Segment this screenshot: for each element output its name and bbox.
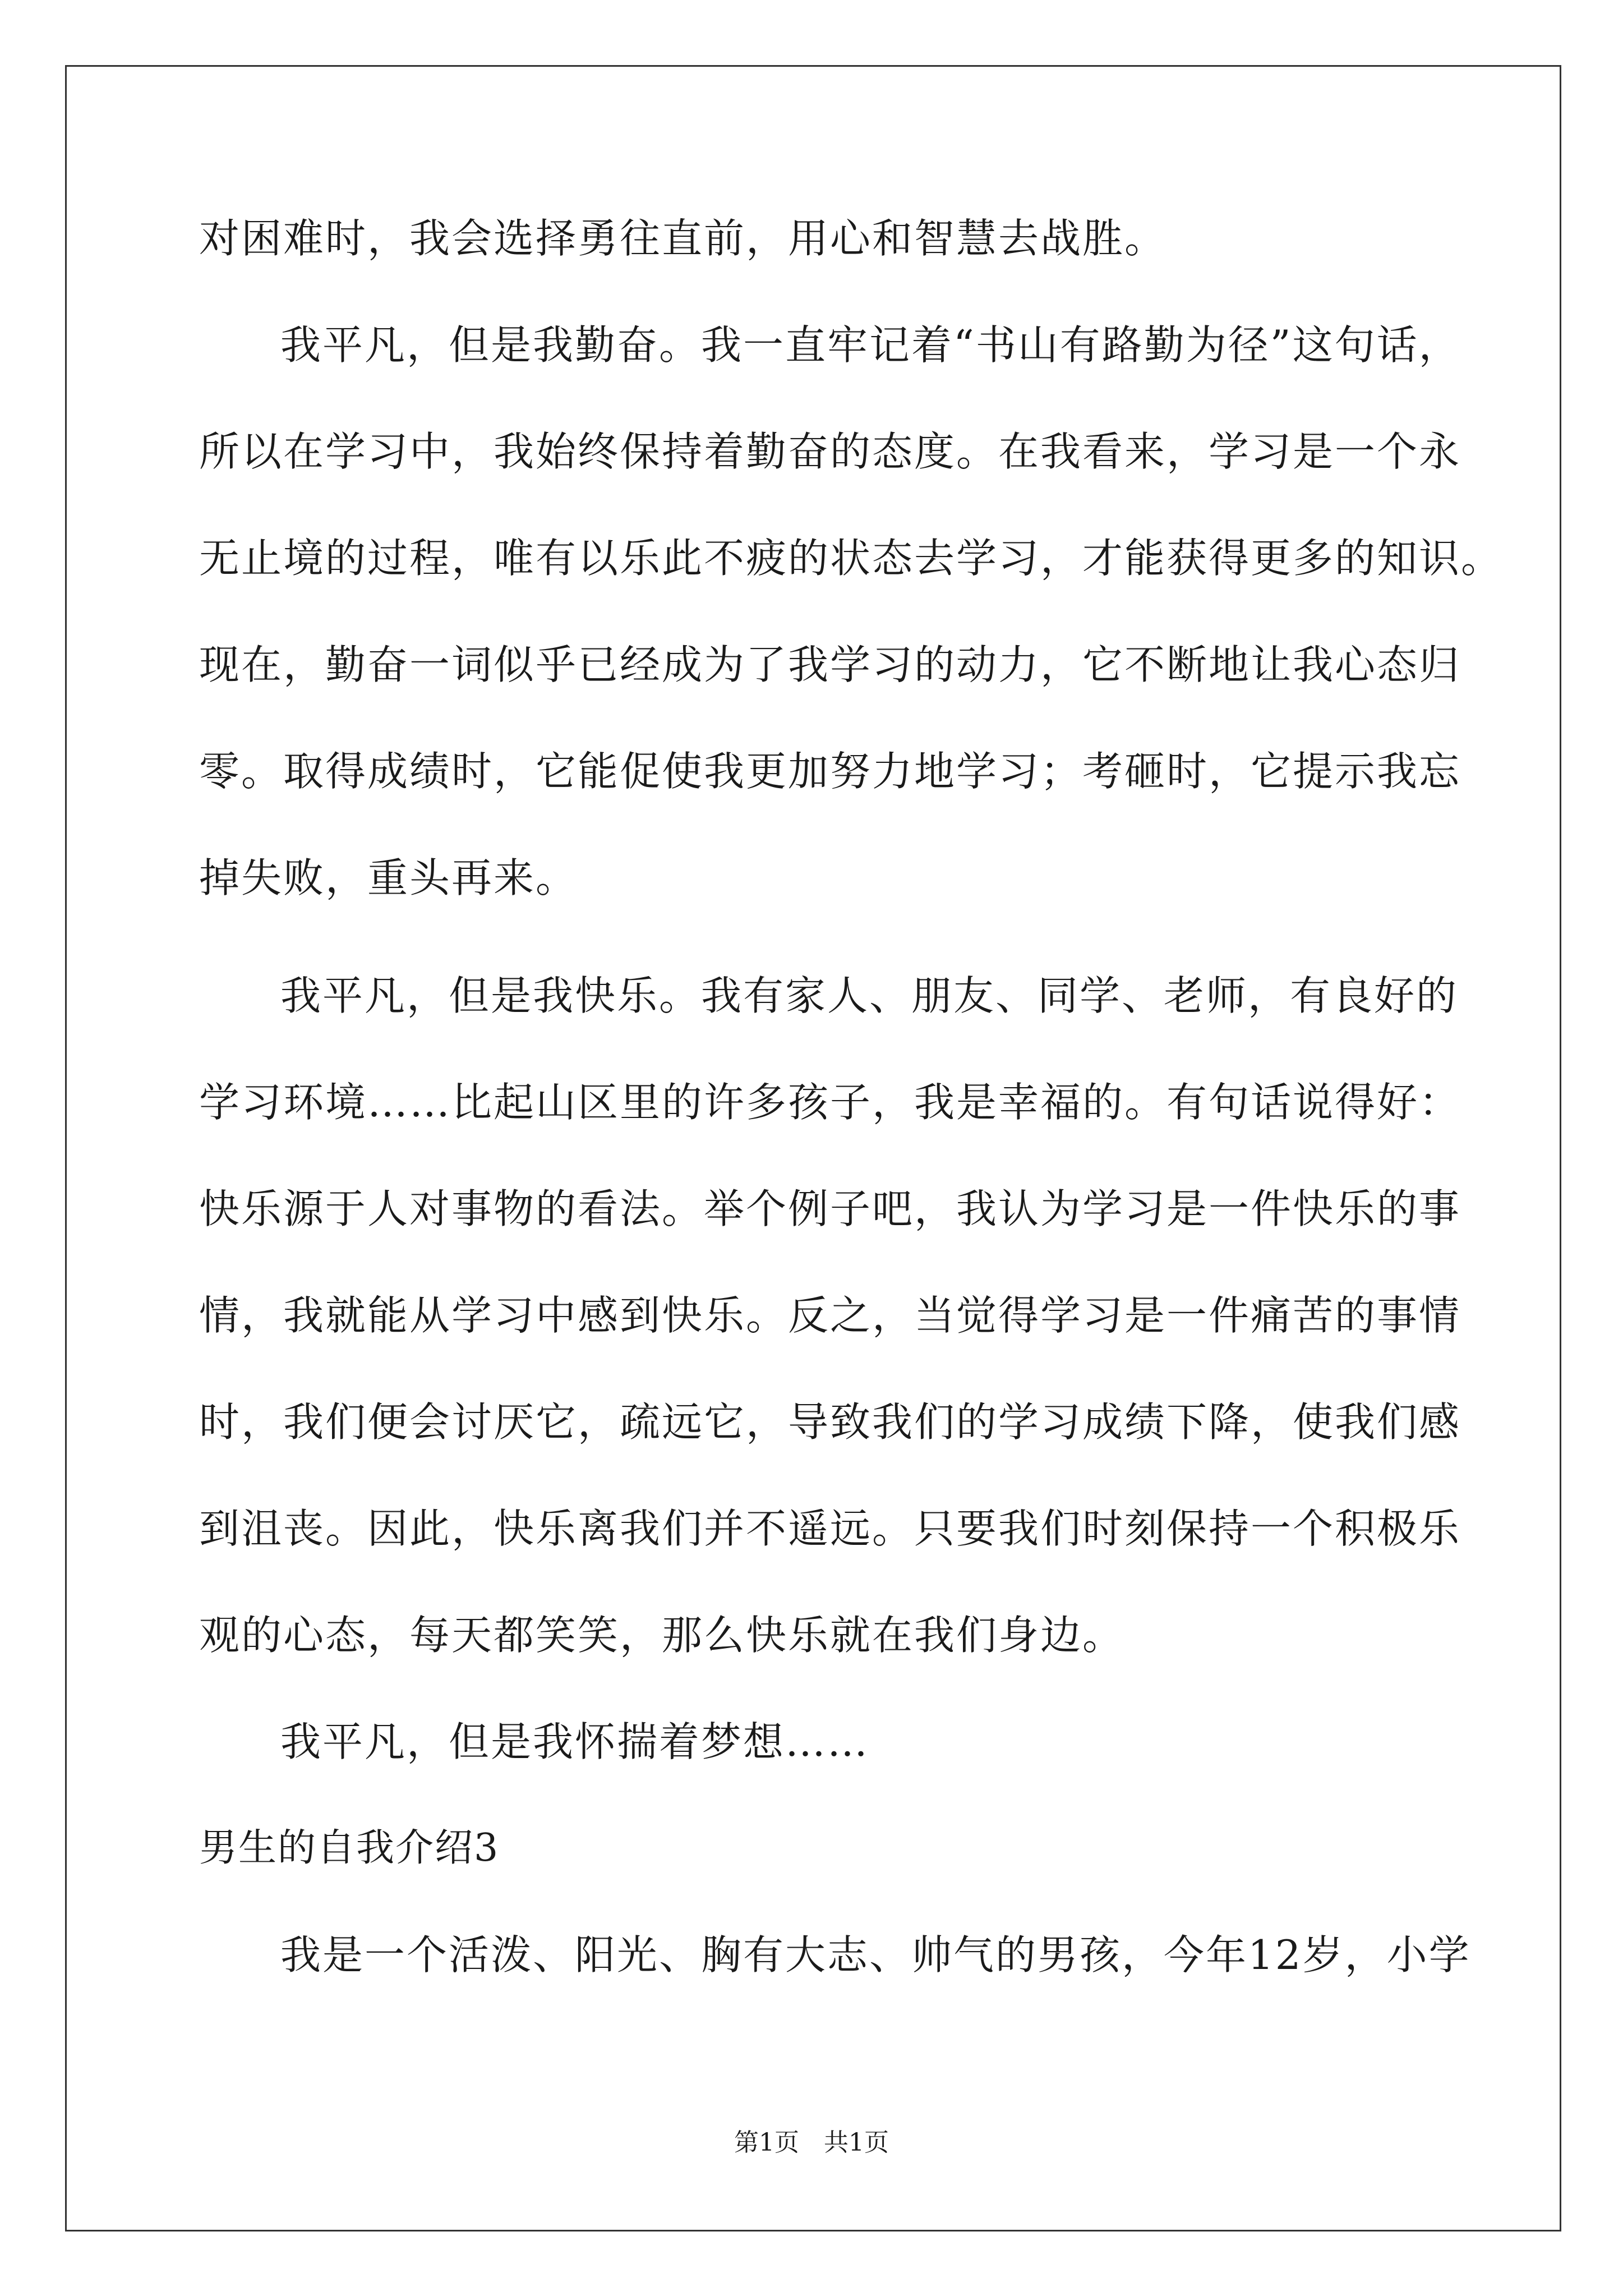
text-line: 情，我就能从学习中感到快乐。反之，当觉得学习是一件痛苦的事情: [199, 1292, 1461, 1339]
paragraph-start-line: 我平凡，但是我勤奋。我一直牢记着“书山有路勤为径”这句话，: [280, 321, 1461, 369]
text-line: 时，我们便会讨厌它，疏远它，导致我们的学习成绩下降，使我们感: [199, 1398, 1461, 1446]
text-line: 学习环境……比起山区里的许多孩子，我是幸福的。有句话说得好：: [199, 1079, 1461, 1126]
page-border: [65, 65, 1561, 2231]
text-line: 掉失败，重头再来。: [199, 854, 578, 901]
paragraph-start-line: 我平凡，但是我快乐。我有家人、朋友、同学、老师，有良好的: [280, 972, 1459, 1019]
section-heading: 男生的自我介绍3: [199, 1826, 500, 1870]
text-line: 现在，勤奋一词似乎已经成为了我学习的动力，它不断地让我心态归: [199, 641, 1461, 688]
page-number-footer: 第1页 共1页: [734, 2128, 889, 2157]
text-line: 观的心态，每天都笑笑，那么快乐就在我们身边。: [199, 1612, 1125, 1659]
paragraph-start-line: 我是一个活泼、阳光、胸有大志、帅气的男孩，今年12岁，小学: [280, 1931, 1471, 1978]
text-line: 零。取得成绩时，它能促使我更加努力地学习；考砸时，它提示我忘: [199, 748, 1461, 795]
text-line: 所以在学习中，我始终保持着勤奋的态度。在我看来，学习是一个永: [199, 428, 1461, 475]
text-line: 快乐源于人对事物的看法。举个例子吧，我认为学习是一件快乐的事: [199, 1185, 1461, 1232]
paragraph-start-line: 我平凡，但是我怀揣着梦想……: [280, 1718, 870, 1765]
text-line: 无止境的过程，唯有以乐此不疲的状态去学习，才能获得更多的知识。: [199, 535, 1504, 582]
text-line: 到沮丧。因此，快乐离我们并不遥远。只要我们时刻保持一个积极乐: [199, 1505, 1461, 1552]
text-line: 对困难时，我会选择勇往直前，用心和智慧去战胜。: [199, 215, 1167, 262]
